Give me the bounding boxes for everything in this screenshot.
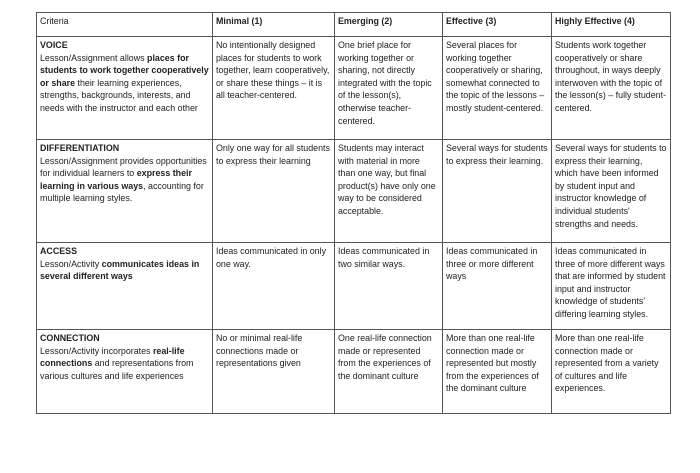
header-criteria: Criteria xyxy=(37,13,213,37)
header-highly-effective: Highly Effective (4) xyxy=(552,13,671,37)
criteria-desc-part: and representations from various cultures and life experiences xyxy=(40,358,194,381)
emerging-cell: Students may interact with material in more than one way, but final product(s) have only one way to be considered acceptable. xyxy=(335,140,443,243)
criteria-title: DIFFERENTIATION xyxy=(40,143,120,153)
criteria-title: CONNECTION xyxy=(40,333,100,343)
table-row xyxy=(37,243,671,330)
table-row xyxy=(37,37,671,140)
criteria-desc-part: Lesson/Activity incorporates xyxy=(40,345,153,356)
criteria-title: VOICE xyxy=(40,40,68,50)
criteria-title: ACCESS xyxy=(40,246,77,256)
criteria-desc-emphasis: places for students to work together cooperatively or share xyxy=(40,52,209,88)
minimal-cell: Ideas communicated in only one way. xyxy=(213,243,335,330)
highly-effective-cell: Ideas communicated in three of more different ways that are informed by student input and instructor knowledge of students' differing learning styles. xyxy=(552,243,671,330)
emerging-cell: Ideas communicated in two similar ways. xyxy=(335,243,443,330)
effective-cell: More than one real-life connection made or represented but mostly from the experiences of the dominant culture xyxy=(443,330,552,414)
highly-effective-cell: Students work together cooperatively or share throughout, in ways deeply interwoven with the topic of the lesson(s) – fully student-centered. xyxy=(552,37,671,140)
emerging-cell: One real-life connection made or represented from the experiences of the dominant culture xyxy=(335,330,443,414)
minimal-cell: No or minimal real-life connections made or representations given xyxy=(213,330,335,414)
header-effective: Effective (3) xyxy=(443,13,552,37)
header-row xyxy=(37,13,671,37)
criteria-desc-part: their learning experiences, strengths, backgrounds, interests, and needs with the instructor and each other xyxy=(40,77,198,113)
highly-effective-cell: More than one real-life connection made or represented from a variety of cultures and life experiences. xyxy=(552,330,671,414)
header-emerging: Emerging (2) xyxy=(335,13,443,37)
criteria-cell xyxy=(37,37,213,140)
rubric-table xyxy=(36,12,671,414)
effective-cell: Several places for working together cooperatively or sharing, somewhat connected to the topic of the lessons – mostly student-centered. xyxy=(443,37,552,140)
criteria-cell xyxy=(37,140,213,243)
criteria-desc-part: , accounting for multiple learning styles. xyxy=(40,180,204,204)
table-row xyxy=(37,140,671,243)
criteria-desc-emphasis: real-life connections xyxy=(40,345,185,369)
criteria-desc-part: Lesson/Assignment provides opportunities for individual learners to xyxy=(40,155,207,179)
criteria-desc-part: Lesson/Assignment allows xyxy=(40,52,148,63)
criteria-desc-emphasis: express their learning in various ways xyxy=(40,168,192,191)
header-minimal: Minimal (1) xyxy=(213,13,335,37)
highly-effective-cell: Several ways for students to express their learning, which have been informed by student input and instructor knowledge of individual students' strengths and needs. xyxy=(552,140,671,243)
minimal-cell: Only one way for all students to express their learning xyxy=(213,140,335,243)
emerging-cell: One brief place for working together or sharing, not directly integrated with the topic of the lesson(s), otherwise teacher-centered. xyxy=(335,37,443,140)
effective-cell: Several ways for students to express their learning. xyxy=(443,140,552,243)
effective-cell: Ideas communicated in three or more different ways xyxy=(443,243,552,330)
criteria-desc-part: Lesson/Activity xyxy=(40,258,102,269)
minimal-cell: No intentionally designed places for students to work together, learn cooperatively, or share these things – it is all teacher-centered. xyxy=(213,37,335,140)
criteria-cell xyxy=(37,243,213,330)
criteria-cell xyxy=(37,330,213,414)
table-row xyxy=(37,330,671,414)
criteria-desc-emphasis: communicates ideas in several different ways xyxy=(40,258,200,282)
